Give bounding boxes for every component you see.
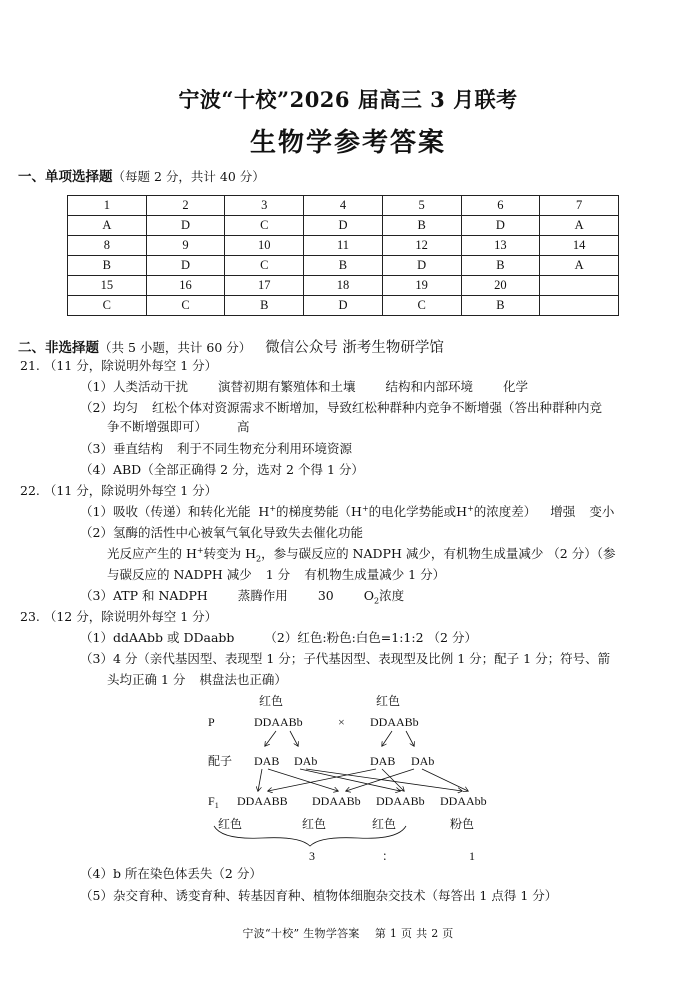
gamete-4: DAb xyxy=(411,754,435,768)
q22-a1-t4: 的浓度差） xyxy=(473,504,537,519)
parent1-genotype: DDAABb xyxy=(254,715,303,729)
q21-answer-1 xyxy=(80,379,528,395)
answer-cell: D xyxy=(146,216,225,236)
q22-a1-plus2: + xyxy=(361,503,369,513)
part1-heading: 一、单项选择题 xyxy=(18,169,113,185)
q21-a4-num: （4） xyxy=(80,462,113,477)
question-number-cell: 11 xyxy=(304,236,383,256)
parent2-genotype: DDAABb xyxy=(370,715,419,729)
q22-a1-h: H xyxy=(258,504,270,519)
page-title: 宁波“十校”2026 届高三 3 月联考 xyxy=(178,87,518,112)
arrow-p1-g1 xyxy=(265,731,276,746)
arrow-p2-g3 xyxy=(382,731,392,746)
q21-head: 21. （11 分，除说明外每空 1 分） xyxy=(20,358,218,373)
q22-a2-t5: 有机物生成量减少 1 分） xyxy=(304,567,446,582)
q23-a3-t3: 棋盘法也正确） xyxy=(199,672,287,687)
q21-a2-t3: 争不断增强即可） xyxy=(107,419,208,434)
q23-answer-4 xyxy=(80,866,262,882)
q22-a2-t2a: 光反应产生的 xyxy=(107,546,183,561)
question-number-cell: 14 xyxy=(540,236,619,256)
answer-cell: D xyxy=(304,216,383,236)
offspring-1-phenotype: 红色 xyxy=(218,817,243,831)
q22-a2-num: （2） xyxy=(80,525,113,540)
q22-head: 22. （11 分，除说明外每空 1 分） xyxy=(20,483,218,498)
q21-answer-3 xyxy=(80,441,352,457)
q23-a3-num: （3） xyxy=(80,651,113,666)
f1-label-text: F xyxy=(208,794,215,808)
q22-a2-t2b: 转变为 H xyxy=(203,546,256,561)
q23-head: 23. （12 分，除说明外每空 1 分） xyxy=(20,609,218,624)
arrow-g1-o2 xyxy=(268,769,338,791)
question-number-row xyxy=(68,196,619,216)
question-number-cell: 17 xyxy=(225,276,304,296)
wechat-note: 微信公众号 浙考生物研学馆 xyxy=(265,340,444,356)
q23-a1-t2: （2）红色:粉色:白色=1:1:2 （2 分） xyxy=(264,630,477,645)
question-number-cell: 6 xyxy=(461,196,540,216)
q22-answer-3 xyxy=(80,588,404,604)
part1-heading-line xyxy=(18,165,265,185)
question-number-cell: 4 xyxy=(304,196,383,216)
answer-row xyxy=(68,216,619,236)
question-number-cell: 5 xyxy=(382,196,461,216)
gamete-label: 配子 xyxy=(208,754,233,768)
question-number-cell: 18 xyxy=(304,276,383,296)
q22-a2-t2c: ，参与碳反应的 NADPH 减少，有机物生成量减少 （2 分）（参 xyxy=(261,546,616,561)
ratio-colon: ： xyxy=(382,849,395,863)
offspring-4-phenotype: 粉色 xyxy=(450,817,475,831)
q21-a3-t1: 垂直结构 xyxy=(112,441,163,456)
ratio-pink: 1 xyxy=(469,849,475,863)
q22-a3-t4b: 浓度 xyxy=(379,588,405,603)
cross-symbol: × xyxy=(338,715,345,729)
answer-cell: C xyxy=(146,296,225,316)
q23-a1-t1: ddAAbb 或 DDaabb xyxy=(112,630,235,645)
q21-a2-t1: 均匀 xyxy=(112,400,138,415)
answer-cell: A xyxy=(540,216,619,236)
q22-a2-plus: + xyxy=(196,545,204,555)
question-number-row xyxy=(68,276,619,296)
question-number-cell: 15 xyxy=(68,276,147,296)
arrow-g2-o4 xyxy=(306,769,462,791)
q21-a3-num: （3） xyxy=(80,441,113,456)
q21-a2-t2: 红松个体对资源需求不断增加，导致红松种群种内竞争不断增强（答出种群种内竞 xyxy=(151,400,602,415)
q22-a2-two: 2 xyxy=(255,554,262,564)
q23-a5-t1: 杂交育种、诱变育种、转基因育种、植物体细胞杂交技术（每答出 1 点得 1 分） xyxy=(112,888,558,903)
q21-answer-2-cont xyxy=(107,419,250,435)
offspring-3: DDAABb xyxy=(376,794,425,808)
q22-a1-t6: 变小 xyxy=(589,504,615,519)
question-number-cell: 16 xyxy=(146,276,225,296)
part2-heading-line xyxy=(18,336,444,357)
answer-cell: B xyxy=(225,296,304,316)
f1-label xyxy=(208,794,219,810)
q23-a4-num: （4） xyxy=(80,866,113,881)
question-number-cell: 10 xyxy=(225,236,304,256)
part2-heading: 二、非选择题 xyxy=(18,340,99,356)
q23-a5-num: （5） xyxy=(80,888,113,903)
q21-answer-4 xyxy=(80,462,364,478)
q22-a3-t1: ATP 和 NADPH xyxy=(112,588,208,603)
p-label: P xyxy=(208,715,215,729)
parent2-phenotype: 红色 xyxy=(376,694,401,708)
f1-label-sub: 1 xyxy=(214,801,219,810)
question-number-row xyxy=(68,236,619,256)
answer-cell: D xyxy=(146,256,225,276)
question-number-cell: 1 xyxy=(68,196,147,216)
q22-a3-t3: 30 xyxy=(317,588,334,603)
gamete-2: DAb xyxy=(294,754,318,768)
question-number-cell: 13 xyxy=(461,236,540,256)
arrow-p2-g4 xyxy=(406,731,414,746)
q22-a2-h: H xyxy=(186,546,197,561)
q22-a1-h3: H xyxy=(456,504,468,519)
part2-note: （共 5 小题，共计 60 分） xyxy=(99,340,252,355)
q22-a1-t1: 吸收（传递）和转化光能 xyxy=(112,504,251,519)
offspring-1: DDAABB xyxy=(237,794,288,808)
answer-cell: D xyxy=(461,216,540,236)
gamete-3: DAB xyxy=(370,754,396,768)
offspring-2-phenotype: 红色 xyxy=(302,817,327,831)
q22-a2-t4: 1 分 xyxy=(265,567,291,582)
arrow-g2-o3 xyxy=(300,769,400,791)
question-number-cell: 2 xyxy=(146,196,225,216)
q22-answer-2 xyxy=(80,525,363,541)
question-number-cell: 7 xyxy=(540,196,619,216)
question-number-cell xyxy=(540,276,619,296)
q23-answer-1 xyxy=(80,630,477,646)
q22-answer-2-l2 xyxy=(107,546,615,562)
answer-cell: D xyxy=(382,256,461,276)
q21-a1-t4: 化学 xyxy=(503,379,529,394)
q23-answer-5 xyxy=(80,888,557,904)
answer-cell: B xyxy=(461,296,540,316)
answer-cell: A xyxy=(540,256,619,276)
offspring-3-phenotype: 红色 xyxy=(372,817,397,831)
page-footer: 宁波“十校” 生物学答案 第 1 页 共 2 页 xyxy=(242,927,454,940)
q22-a1-t3: 的电化学势能或 xyxy=(368,504,457,519)
gamete-1: DAB xyxy=(254,754,280,768)
q22-a3-t2: 蒸腾作用 xyxy=(237,588,288,603)
q22-a1-num: （1） xyxy=(80,504,113,519)
answer-row xyxy=(68,296,619,316)
q22-a1-plus3: + xyxy=(467,503,474,513)
q23-a3-t1: 4 分（亲代基因型、表现型 1 分；子代基因型、表现型及比例 1 分；配子 1 分；符号、箭 xyxy=(112,651,611,666)
question-number-cell: 9 xyxy=(146,236,225,256)
answer-cell: A xyxy=(68,216,147,236)
answer-cell: B xyxy=(304,256,383,276)
answer-row xyxy=(68,256,619,276)
question-number-cell: 3 xyxy=(225,196,304,216)
q21-a4-t1: ABD（全部正确得 2 分，选对 2 个得 1 分） xyxy=(112,462,364,477)
q23-answer-3-cont xyxy=(107,672,287,688)
q21-a1-num: （1） xyxy=(80,379,113,394)
q22-a2-t3: 与碳反应的 NADPH 减少 xyxy=(107,567,252,582)
q23-a1-num: （1） xyxy=(80,630,113,645)
arrow-g4-o4 xyxy=(422,769,468,791)
grouping-brace xyxy=(214,826,406,846)
q22-a1-t2: 的梯度势能（ xyxy=(276,504,352,519)
q22-a3-num: （3） xyxy=(80,588,113,603)
answer-cell: C xyxy=(225,216,304,236)
q22-answer-1 xyxy=(80,504,614,520)
q22-a3-t4a: O xyxy=(363,588,374,603)
q21-a3-t2: 利于不同生物充分利用环境资源 xyxy=(176,441,352,456)
q23-a4-t1: b 所在染色体丢失（2 分） xyxy=(112,866,262,881)
arrow-g3-o3 xyxy=(382,769,404,791)
q21-a2-t4: 高 xyxy=(237,419,250,434)
question-number-cell: 20 xyxy=(461,276,540,296)
parent1-phenotype: 红色 xyxy=(259,694,284,708)
answer-cell: D xyxy=(304,296,383,316)
answer-cell: B xyxy=(461,256,540,276)
q22-answer-2-l3 xyxy=(107,567,445,583)
answer-cell: C xyxy=(225,256,304,276)
answer-cell xyxy=(540,296,619,316)
answer-cell: C xyxy=(382,296,461,316)
answer-table xyxy=(67,195,619,316)
question-number-cell: 12 xyxy=(382,236,461,256)
question-number-cell: 8 xyxy=(68,236,147,256)
q23-answer-3 xyxy=(80,651,610,667)
q22-a1-t5: 增强 xyxy=(550,504,576,519)
q23-a3-t2: 头均正确 1 分 xyxy=(107,672,186,687)
q21-a2-num: （2） xyxy=(80,400,113,415)
q22-a1-plus: + xyxy=(269,503,277,513)
arrow-g1-o1 xyxy=(258,769,262,791)
answer-cell: B xyxy=(68,256,147,276)
q21-a1-t2: 演替初期有繁殖体和土壤 xyxy=(217,379,356,394)
q21-answer-2 xyxy=(80,400,602,416)
part1-note: （每题 2 分，共计 40 分） xyxy=(112,169,265,184)
q22-a2-t1: 氢酶的活性中心被氧气氧化导致失去催化功能 xyxy=(112,525,363,540)
arrow-p1-g2 xyxy=(290,731,298,746)
ratio-red: 3 xyxy=(309,849,315,863)
q21-a1-t3: 结构和内部环境 xyxy=(385,379,473,394)
answer-cell: C xyxy=(68,296,147,316)
arrow-g3-o1 xyxy=(268,769,376,791)
q22-a3-two: 2 xyxy=(373,596,380,606)
q21-a1-t1: 人类活动干扰 xyxy=(112,379,188,394)
offspring-2: DDAABb xyxy=(312,794,361,808)
q22-a1-h2: H xyxy=(351,504,362,519)
offspring-4: DDAAbb xyxy=(440,794,487,808)
answer-cell: B xyxy=(382,216,461,236)
question-number-cell: 19 xyxy=(382,276,461,296)
page-subtitle: 生物学参考答案 xyxy=(249,128,446,158)
arrow-g4-o2 xyxy=(346,769,414,791)
